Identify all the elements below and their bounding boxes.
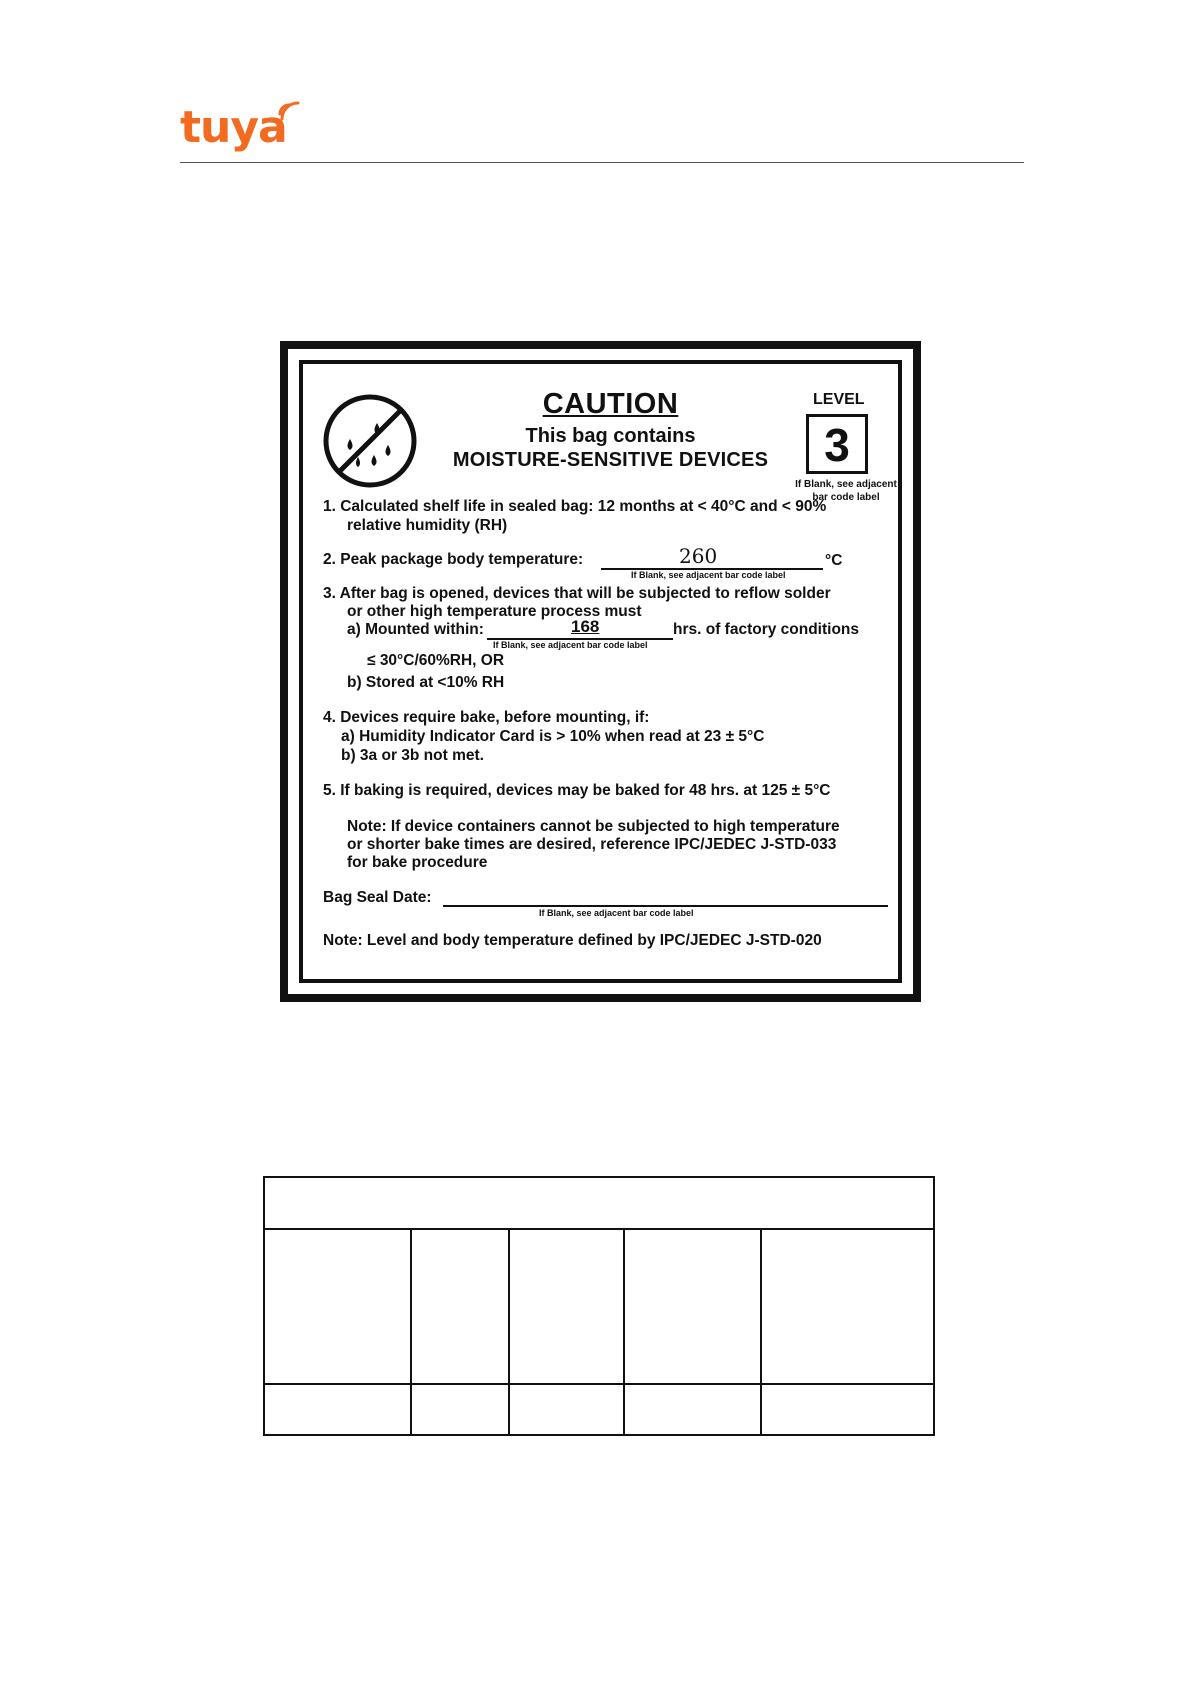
item-3a-blank-note: If Blank, see adjacent bar code label [493, 640, 648, 650]
item-5: 5. If baking is required, devices may be baked for 48 hrs. at 125 ± 5°C [323, 782, 831, 799]
table-column-divider [760, 1228, 762, 1434]
level-label: LEVEL [813, 391, 865, 408]
item-3a-condition: ≤ 30°C/60%RH, OR [367, 652, 505, 669]
item-3a-label: a) Mounted within: [347, 621, 484, 638]
item-3-line-2: or other high temperature process must [347, 603, 642, 620]
floor-life-value: 168 [571, 617, 600, 636]
header-divider [180, 162, 1024, 163]
caution-msd-heading: MOISTURE-SENSITIVE DEVICES [452, 449, 769, 471]
temperature-unit: °C [825, 552, 843, 569]
table-column-divider [410, 1228, 412, 1434]
item-3-line-1: 3. After bag is opened, devices that will be subjected to reflow solder [323, 585, 831, 602]
item-1-line-2: relative humidity (RH) [347, 517, 508, 534]
empty-table [263, 1176, 935, 1436]
item-4-line-1: 4. Devices require bake, before mounting, if: [323, 709, 650, 726]
table-row-divider [265, 1383, 933, 1385]
peak-temperature-value: 260 [679, 544, 718, 568]
logo-text: tuya [180, 102, 287, 153]
table-header-divider [265, 1228, 933, 1230]
item-4b: b) 3a or 3b not met. [341, 747, 484, 764]
item-4a: a) Humidity Indicator Card is > 10% when read at 23 ± 5°C [341, 728, 765, 745]
wifi-signal-icon [276, 100, 302, 126]
bag-seal-label: Bag Seal Date: [323, 889, 432, 906]
caution-title: CAUTION [542, 388, 679, 420]
table-column-divider [623, 1228, 625, 1434]
level-blank-note: If Blank, see adjacent bar code label [795, 479, 897, 503]
note-line-3: for bake procedure [347, 854, 488, 871]
item-2-label: 2. Peak package body temperature: [323, 551, 584, 568]
note-line-1: Note: If device containers cannot be subjected to high temperature [347, 818, 840, 835]
label-content [299, 360, 902, 983]
level-value-box: 3 [806, 414, 868, 474]
bag-seal-blank-note: If Blank, see adjacent bar code label [539, 908, 694, 918]
bag-seal-underline [443, 905, 888, 907]
caution-subtitle: This bag contains [525, 425, 696, 447]
table-column-divider [508, 1228, 510, 1434]
item-3b: b) Stored at <10% RH [347, 674, 505, 691]
note-line-2: or shorter bake times are desired, reference IPC/JEDEC J-STD-033 [347, 836, 837, 853]
item-3a-suffix: hrs. of factory conditions [673, 621, 860, 638]
moisture-caution-label [280, 341, 921, 1002]
item-2-blank-note: If Blank, see adjacent bar code label [631, 570, 786, 580]
item-1-line-1: 1. Calculated shelf life in sealed bag: 12 months at < 40°C and < 90% [323, 498, 827, 515]
footer-note: Note: Level and body temperature defined by IPC/JEDEC J-STD-020 [323, 932, 822, 949]
tuya-logo [180, 98, 300, 158]
